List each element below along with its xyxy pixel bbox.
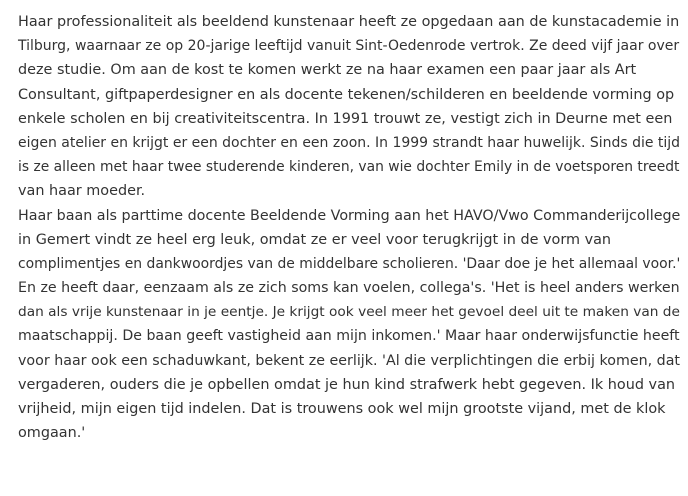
text-line: Haar baan als parttime docente Beeldende Vorming aan het HAVO/Vwo Commanderijcollege	[18, 207, 681, 224]
paragraph-2	[18, 204, 680, 446]
text-line: voor haar ook een schaduwkant, bekent ze eerlijk. 'Al die verplichtingen die erbij komen, dat	[18, 352, 681, 369]
text-line: Haar professionaliteit als beeldend kunstenaar heeft ze opgedaan aan de kunstacademie in	[18, 14, 680, 30]
text-line: complimentjes en dankwoordjes van de middelbare scholieren. 'Daar doe je het allemaal voor.'	[18, 255, 681, 272]
text-line: En ze heeft daar, eenzaam als ze zich soms kan voelen, collega's. 'Het is heel anders werken	[18, 280, 680, 297]
paragraph-1	[18, 10, 680, 204]
text-line: eigen atelier en krijgt er een dochter en een zoon. In 1999 strandt haar huwelijk. Sinds die tijd	[18, 134, 681, 151]
text-line: vergaderen, ouders die je opbellen omdat je hun kind strafwerk hebt gegeven. Ik houd van	[18, 376, 676, 393]
text-line: is ze alleen met haar twee studerende kinderen, van wie dochter Emily in de voetsporen treedt	[18, 159, 680, 176]
text-line: omgaan.'	[18, 425, 86, 442]
text-line: vrijheid, mijn eigen tijd indelen. Dat is trouwens ook wel mijn grootste vijand, met de klok	[18, 401, 666, 417]
text-line: dan als vrije kunstenaar in je eentje. Je krijgt ook veel meer het gevoel deel uit te maken van de	[18, 304, 680, 321]
text-line: maatschappij. De baan geeft vastigheid aan mijn inkomen.' Maar haar onderwijsfunctie heeft	[18, 328, 680, 345]
text-line: van haar moeder.	[18, 183, 146, 200]
text-line: enkele scholen en bij creativiteitscentra. In 1991 trouwt ze, vestigt zich in Deurne met een	[18, 110, 673, 127]
text-line: Tilburg, waarnaar ze op 20-jarige leeftijd vanuit Sint-Oedenrode vertrok. Ze deed vijf jaar over	[18, 38, 680, 55]
text-line: in Gemert vindt ze heel erg leuk, omdat ze er veel voor terugkrijgt in de vorm van	[18, 231, 612, 248]
text-line: Consultant, giftpaperdesigner en als docente tekenen/schilderen en beeldende vorming op	[18, 86, 675, 103]
text-line: deze studie. Om aan de kost te komen werkt ze na haar examen een paar jaar als Art	[18, 62, 637, 79]
